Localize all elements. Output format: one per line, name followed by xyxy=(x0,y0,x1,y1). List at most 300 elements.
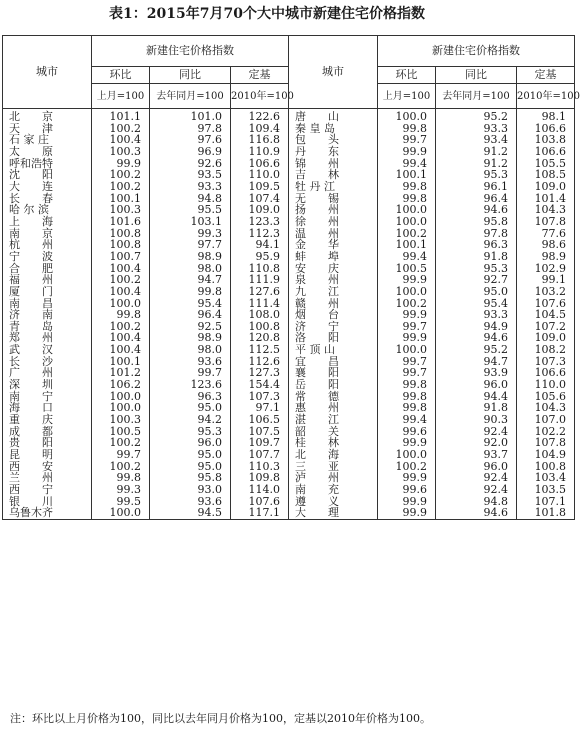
base-value-right: 105.5 xyxy=(517,158,575,170)
mom-value-right: 99.9 xyxy=(378,332,436,344)
mom-value-left: 100.2 xyxy=(92,123,150,135)
base-value-left: 127.6 xyxy=(231,286,289,298)
yoy-value-right: 91.8 xyxy=(436,402,517,414)
yoy-value-right: 90.3 xyxy=(436,414,517,426)
city-name-right: 北 海 xyxy=(289,449,378,461)
mom-value-right: 100.0 xyxy=(378,449,436,461)
mom-value-right: 99.9 xyxy=(378,507,436,519)
base-value-right: 108.5 xyxy=(517,169,575,181)
yoy-value-left: 94.7 xyxy=(150,274,231,286)
base-value-left: 95.9 xyxy=(231,251,289,263)
yoy-value-right: 95.2 xyxy=(436,344,517,356)
base-value-right: 102.2 xyxy=(517,426,575,438)
yoy-value-right: 92.0 xyxy=(436,437,517,449)
city-name-right: 秦 皇 岛 xyxy=(289,123,378,135)
city-name-right: 包 头 xyxy=(289,134,378,146)
yoy-value-left: 97.8 xyxy=(150,123,231,135)
city-name-left: 呼和浩特 xyxy=(3,158,92,170)
city-name-right: 平 顶 山 xyxy=(289,344,378,356)
base-value-left: 107.5 xyxy=(231,426,289,438)
mom-value-right: 99.4 xyxy=(378,414,436,426)
table-row xyxy=(3,379,575,391)
mom-value-right: 99.8 xyxy=(378,181,436,193)
yoy-value-right: 95.3 xyxy=(436,169,517,181)
yoy-value-left: 96.0 xyxy=(150,437,231,449)
mom-value-left: 100.2 xyxy=(92,181,150,193)
yoy-value-left: 96.9 xyxy=(150,146,231,158)
yoy-value-right: 94.7 xyxy=(436,356,517,368)
yoy-value-left: 92.5 xyxy=(150,321,231,333)
yoy-value-left: 93.3 xyxy=(150,181,231,193)
city-name-left: 深 圳 xyxy=(3,379,92,391)
table-row xyxy=(3,109,575,123)
mom-value-left: 100.4 xyxy=(92,332,150,344)
base-value-left: 97.1 xyxy=(231,402,289,414)
city-name-left: 哈 尔 滨 xyxy=(3,204,92,216)
mom-value-right: 99.9 xyxy=(378,274,436,286)
mom-base-left: 上月=100 xyxy=(92,84,150,109)
base-value-right: 102.9 xyxy=(517,263,575,275)
mom-value-right: 99.8 xyxy=(378,193,436,205)
base-value-right: 104.3 xyxy=(517,204,575,216)
base-value-right: 104.9 xyxy=(517,449,575,461)
yoy-value-right: 92.4 xyxy=(436,426,517,438)
yoy-value-left: 99.8 xyxy=(150,286,231,298)
city-name-right: 蚌 埠 xyxy=(289,251,378,263)
yoy-header-left: 同比 xyxy=(150,67,231,84)
yoy-value-left: 95.3 xyxy=(150,426,231,438)
base-value-right: 103.4 xyxy=(517,472,575,484)
yoy-value-right: 91.8 xyxy=(436,251,517,263)
yoy-value-right: 93.4 xyxy=(436,134,517,146)
city-name-right: 岳 阳 xyxy=(289,379,378,391)
yoy-value-right: 95.8 xyxy=(436,216,517,228)
yoy-value-left: 97.6 xyxy=(150,134,231,146)
mom-value-left: 100.1 xyxy=(92,356,150,368)
city-name-left: 宁 波 xyxy=(3,251,92,263)
mom-value-right: 100.0 xyxy=(378,204,436,216)
mom-value-right: 100.2 xyxy=(378,461,436,473)
city-name-right: 济 宁 xyxy=(289,321,378,333)
mom-value-left: 100.0 xyxy=(92,298,150,310)
city-name-left: 乌鲁木齐 xyxy=(3,507,92,519)
yoy-value-right: 94.8 xyxy=(436,496,517,508)
city-name-left: 武 汉 xyxy=(3,344,92,356)
yoy-value-left: 96.4 xyxy=(150,309,231,321)
yoy-value-right: 94.6 xyxy=(436,507,517,519)
city-name-right: 扬 州 xyxy=(289,204,378,216)
yoy-value-left: 103.1 xyxy=(150,216,231,228)
yoy-value-right: 95.4 xyxy=(436,298,517,310)
mom-value-left: 100.3 xyxy=(92,146,150,158)
yoy-value-left: 95.0 xyxy=(150,461,231,473)
yoy-value-left: 93.5 xyxy=(150,169,231,181)
yoy-value-right: 93.3 xyxy=(436,309,517,321)
table-row xyxy=(3,181,575,193)
city-name-right: 赣 州 xyxy=(289,298,378,310)
yoy-base-right: 去年同月=100 xyxy=(436,84,517,109)
base-value-left: 112.6 xyxy=(231,356,289,368)
mom-value-left: 101.2 xyxy=(92,367,150,379)
base-value-right: 106.6 xyxy=(517,146,575,158)
city-name-left: 合 肥 xyxy=(3,263,92,275)
base-value-right: 101.4 xyxy=(517,193,575,205)
yoy-value-right: 93.9 xyxy=(436,367,517,379)
base-value-right: 104.3 xyxy=(517,402,575,414)
base-value-left: 107.4 xyxy=(231,193,289,205)
yoy-value-left: 98.9 xyxy=(150,251,231,263)
base-value-left: 117.1 xyxy=(231,507,289,519)
base-value-left: 122.6 xyxy=(231,109,289,123)
yoy-value-right: 96.4 xyxy=(436,193,517,205)
mom-value-right: 99.7 xyxy=(378,356,436,368)
city-name-left: 成 都 xyxy=(3,426,92,438)
city-name-left: 石 家 庄 xyxy=(3,134,92,146)
city-name-left: 贵 阳 xyxy=(3,437,92,449)
city-name-left: 福 州 xyxy=(3,274,92,286)
mom-value-left: 100.8 xyxy=(92,228,150,240)
city-name-right: 无 锡 xyxy=(289,193,378,205)
mom-value-left: 100.4 xyxy=(92,286,150,298)
mom-value-left: 100.2 xyxy=(92,437,150,449)
mom-value-right: 99.8 xyxy=(378,402,436,414)
mom-value-right: 100.0 xyxy=(378,344,436,356)
base-value-left: 112.5 xyxy=(231,344,289,356)
city-name-left: 南 昌 xyxy=(3,298,92,310)
mom-value-left: 99.7 xyxy=(92,449,150,461)
city-name-right: 惠 州 xyxy=(289,402,378,414)
mom-value-left: 100.2 xyxy=(92,169,150,181)
yoy-header-right: 同比 xyxy=(436,67,517,84)
city-name-left: 南 京 xyxy=(3,228,92,240)
city-name-right: 温 州 xyxy=(289,228,378,240)
city-name-right: 大 理 xyxy=(289,507,378,519)
yoy-value-right: 92.4 xyxy=(436,484,517,496)
mom-value-right: 100.0 xyxy=(378,109,436,123)
mom-value-right: 100.0 xyxy=(378,286,436,298)
city-name-left: 厦 门 xyxy=(3,286,92,298)
city-name-right: 牡 丹 江 xyxy=(289,181,378,193)
table-row xyxy=(3,251,575,263)
city-name-right: 湛 江 xyxy=(289,414,378,426)
yoy-value-right: 93.3 xyxy=(436,123,517,135)
mom-value-left: 100.4 xyxy=(92,263,150,275)
yoy-value-right: 94.4 xyxy=(436,391,517,403)
base-value-right: 109.0 xyxy=(517,332,575,344)
city-name-left: 海 口 xyxy=(3,402,92,414)
mom-value-right: 99.9 xyxy=(378,146,436,158)
base-value-right: 107.0 xyxy=(517,414,575,426)
city-name-right: 三 亚 xyxy=(289,461,378,473)
base-value-right: 110.0 xyxy=(517,379,575,391)
city-name-right: 九 江 xyxy=(289,286,378,298)
city-name-left: 昆 明 xyxy=(3,449,92,461)
mom-value-left: 101.6 xyxy=(92,216,150,228)
mom-value-right: 99.7 xyxy=(378,134,436,146)
base-value-left: 107.7 xyxy=(231,449,289,461)
city-name-left: 广 州 xyxy=(3,367,92,379)
base-value-right: 103.8 xyxy=(517,134,575,146)
city-name-left: 重 庆 xyxy=(3,414,92,426)
mom-value-left: 99.9 xyxy=(92,158,150,170)
yoy-value-left: 94.5 xyxy=(150,507,231,519)
base-value-left: 106.6 xyxy=(231,158,289,170)
yoy-value-right: 94.6 xyxy=(436,332,517,344)
mom-value-right: 100.2 xyxy=(378,228,436,240)
footnote: 注：环比以上月价格为100，同比以去年同月价格为100，定基以2010年价格为100。 xyxy=(10,712,431,725)
city-name-left: 北 京 xyxy=(3,109,92,123)
city-name-right: 金 华 xyxy=(289,239,378,251)
yoy-value-right: 94.6 xyxy=(436,204,517,216)
city-name-left: 太 原 xyxy=(3,146,92,158)
mom-value-left: 100.7 xyxy=(92,251,150,263)
city-name-right: 烟 台 xyxy=(289,309,378,321)
mom-value-left: 101.1 xyxy=(92,109,150,123)
yoy-value-left: 98.0 xyxy=(150,263,231,275)
base-value-left: 110.0 xyxy=(231,169,289,181)
mom-value-left: 100.1 xyxy=(92,193,150,205)
base-value-right: 106.6 xyxy=(517,123,575,135)
table-row xyxy=(3,449,575,461)
yoy-value-right: 96.3 xyxy=(436,239,517,251)
city-name-right: 常 德 xyxy=(289,391,378,403)
mom-base-right: 上月=100 xyxy=(378,84,436,109)
mom-value-left: 100.4 xyxy=(92,134,150,146)
mom-value-right: 99.8 xyxy=(378,379,436,391)
base-value-left: 123.3 xyxy=(231,216,289,228)
city-name-left: 青 岛 xyxy=(3,321,92,333)
yoy-value-right: 96.1 xyxy=(436,181,517,193)
yoy-value-right: 96.0 xyxy=(436,461,517,473)
base-value-left: 114.0 xyxy=(231,484,289,496)
base-value-left: 154.4 xyxy=(231,379,289,391)
yoy-value-left: 93.6 xyxy=(150,496,231,508)
city-name-left: 济 南 xyxy=(3,309,92,321)
city-name-left: 南 宁 xyxy=(3,391,92,403)
yoy-base-left: 去年同月=100 xyxy=(150,84,231,109)
mom-value-right: 100.1 xyxy=(378,239,436,251)
city-name-right: 徐 州 xyxy=(289,216,378,228)
mom-value-right: 99.9 xyxy=(378,437,436,449)
yoy-value-right: 95.0 xyxy=(436,286,517,298)
base-value-left: 109.8 xyxy=(231,472,289,484)
city-name-left: 上 海 xyxy=(3,216,92,228)
city-name-left: 兰 州 xyxy=(3,472,92,484)
yoy-value-left: 95.8 xyxy=(150,472,231,484)
yoy-value-left: 101.0 xyxy=(150,109,231,123)
yoy-value-right: 95.2 xyxy=(436,109,517,123)
mom-value-right: 99.7 xyxy=(378,321,436,333)
base-value-right: 103.2 xyxy=(517,286,575,298)
city-name-right: 襄 阳 xyxy=(289,367,378,379)
table-row xyxy=(3,484,575,496)
city-name-left: 天 津 xyxy=(3,123,92,135)
base-value-left: 106.5 xyxy=(231,414,289,426)
base-value-right: 107.6 xyxy=(517,298,575,310)
mom-value-left: 99.8 xyxy=(92,309,150,321)
base-header-left: 定基 xyxy=(231,67,289,84)
base-value-right: 107.3 xyxy=(517,356,575,368)
base-value-right: 106.6 xyxy=(517,367,575,379)
city-name-right: 南 充 xyxy=(289,484,378,496)
yoy-value-right: 91.2 xyxy=(436,158,517,170)
city-name-right: 锦 州 xyxy=(289,158,378,170)
yoy-value-left: 97.7 xyxy=(150,239,231,251)
mom-value-right: 100.2 xyxy=(378,298,436,310)
mom-value-right: 99.6 xyxy=(378,426,436,438)
table-row xyxy=(3,286,575,298)
mom-value-right: 99.4 xyxy=(378,251,436,263)
city-header-left: 城市 xyxy=(3,36,92,109)
base-base-right: 2010年=100 xyxy=(517,84,575,109)
base-value-left: 110.3 xyxy=(231,461,289,473)
yoy-value-left: 96.3 xyxy=(150,391,231,403)
base-value-right: 105.6 xyxy=(517,391,575,403)
base-value-right: 107.8 xyxy=(517,437,575,449)
mom-value-left: 100.4 xyxy=(92,344,150,356)
base-value-right: 108.2 xyxy=(517,344,575,356)
base-value-left: 109.4 xyxy=(231,123,289,135)
mom-value-right: 100.0 xyxy=(378,216,436,228)
mom-value-right: 99.8 xyxy=(378,123,436,135)
mom-value-right: 99.7 xyxy=(378,367,436,379)
table-row xyxy=(3,146,575,158)
base-value-right: 103.5 xyxy=(517,484,575,496)
city-name-right: 桂 林 xyxy=(289,437,378,449)
base-value-left: 107.6 xyxy=(231,496,289,508)
base-value-left: 108.0 xyxy=(231,309,289,321)
city-name-left: 沈 阳 xyxy=(3,169,92,181)
mom-value-right: 99.9 xyxy=(378,496,436,508)
base-value-right: 98.6 xyxy=(517,239,575,251)
city-name-right: 吉 林 xyxy=(289,169,378,181)
base-value-left: 111.9 xyxy=(231,274,289,286)
yoy-value-left: 92.6 xyxy=(150,158,231,170)
city-name-right: 唐 山 xyxy=(289,109,378,123)
city-name-right: 泸 州 xyxy=(289,472,378,484)
yoy-value-right: 91.2 xyxy=(436,146,517,158)
mom-value-left: 106.2 xyxy=(92,379,150,391)
base-value-right: 109.0 xyxy=(517,181,575,193)
table-row xyxy=(3,216,575,228)
mom-value-left: 100.2 xyxy=(92,461,150,473)
mom-value-right: 100.1 xyxy=(378,169,436,181)
base-value-right: 98.9 xyxy=(517,251,575,263)
index-group-header-right: 新建住宅价格指数 xyxy=(378,36,575,67)
mom-value-right: 99.8 xyxy=(378,391,436,403)
city-name-right: 遵 义 xyxy=(289,496,378,508)
yoy-value-left: 99.3 xyxy=(150,228,231,240)
yoy-value-left: 93.6 xyxy=(150,356,231,368)
city-name-right: 安 庆 xyxy=(289,263,378,275)
city-name-right: 泉 州 xyxy=(289,274,378,286)
mom-value-right: 99.6 xyxy=(378,484,436,496)
base-value-left: 111.4 xyxy=(231,298,289,310)
mom-value-left: 100.8 xyxy=(92,239,150,251)
yoy-value-right: 92.7 xyxy=(436,274,517,286)
mom-header-left: 环比 xyxy=(92,67,150,84)
city-name-left: 长 春 xyxy=(3,193,92,205)
table-row xyxy=(3,414,575,426)
base-value-left: 107.3 xyxy=(231,391,289,403)
city-name-left: 西 宁 xyxy=(3,484,92,496)
mom-value-left: 100.3 xyxy=(92,414,150,426)
base-header-right: 定基 xyxy=(517,67,575,84)
yoy-value-right: 93.7 xyxy=(436,449,517,461)
mom-value-left: 100.2 xyxy=(92,274,150,286)
city-name-left: 银 川 xyxy=(3,496,92,508)
city-name-left: 郑 州 xyxy=(3,332,92,344)
base-value-left: 94.1 xyxy=(231,239,289,251)
base-value-left: 110.8 xyxy=(231,263,289,275)
base-value-left: 116.8 xyxy=(231,134,289,146)
yoy-value-right: 95.3 xyxy=(436,263,517,275)
base-value-left: 100.8 xyxy=(231,321,289,333)
base-value-left: 120.8 xyxy=(231,332,289,344)
base-value-left: 112.3 xyxy=(231,228,289,240)
mom-value-left: 100.2 xyxy=(92,321,150,333)
yoy-value-left: 95.0 xyxy=(150,449,231,461)
yoy-value-right: 92.4 xyxy=(436,472,517,484)
mom-value-left: 99.3 xyxy=(92,484,150,496)
yoy-value-left: 95.4 xyxy=(150,298,231,310)
base-value-right: 101.8 xyxy=(517,507,575,519)
city-name-left: 大 连 xyxy=(3,181,92,193)
mom-value-right: 100.5 xyxy=(378,263,436,275)
yoy-value-right: 97.8 xyxy=(436,228,517,240)
yoy-value-right: 94.9 xyxy=(436,321,517,333)
mom-value-left: 99.8 xyxy=(92,472,150,484)
mom-value-left: 100.5 xyxy=(92,426,150,438)
mom-value-left: 100.0 xyxy=(92,507,150,519)
yoy-value-left: 98.9 xyxy=(150,332,231,344)
price-index-table xyxy=(2,35,580,520)
city-name-left: 长 沙 xyxy=(3,356,92,368)
city-name-right: 韶 关 xyxy=(289,426,378,438)
city-header-right: 城市 xyxy=(289,36,378,109)
city-name-left: 杭 州 xyxy=(3,239,92,251)
city-name-right: 洛 阳 xyxy=(289,332,378,344)
yoy-value-left: 94.2 xyxy=(150,414,231,426)
base-base-left: 2010年=100 xyxy=(231,84,289,109)
mom-value-right: 99.4 xyxy=(378,158,436,170)
yoy-value-left: 123.6 xyxy=(150,379,231,391)
mom-header-right: 环比 xyxy=(378,67,436,84)
yoy-value-left: 93.0 xyxy=(150,484,231,496)
mom-value-right: 99.9 xyxy=(378,472,436,484)
base-value-right: 107.2 xyxy=(517,321,575,333)
base-value-right: 107.8 xyxy=(517,216,575,228)
base-value-left: 109.5 xyxy=(231,181,289,193)
yoy-value-left: 98.0 xyxy=(150,344,231,356)
table-row xyxy=(3,507,575,519)
base-value-left: 127.3 xyxy=(231,367,289,379)
base-value-right: 99.1 xyxy=(517,274,575,286)
city-name-left: 西 安 xyxy=(3,461,92,473)
yoy-value-right: 96.0 xyxy=(436,379,517,391)
base-value-right: 104.5 xyxy=(517,309,575,321)
base-value-left: 110.9 xyxy=(231,146,289,158)
base-value-right: 107.1 xyxy=(517,496,575,508)
yoy-value-left: 99.7 xyxy=(150,367,231,379)
base-value-left: 109.0 xyxy=(231,204,289,216)
index-group-header-left: 新建住宅价格指数 xyxy=(92,36,289,67)
mom-value-left: 100.3 xyxy=(92,204,150,216)
mom-value-left: 99.5 xyxy=(92,496,150,508)
base-value-left: 109.7 xyxy=(231,437,289,449)
base-value-right: 98.1 xyxy=(517,109,575,123)
base-value-right: 100.8 xyxy=(517,461,575,473)
